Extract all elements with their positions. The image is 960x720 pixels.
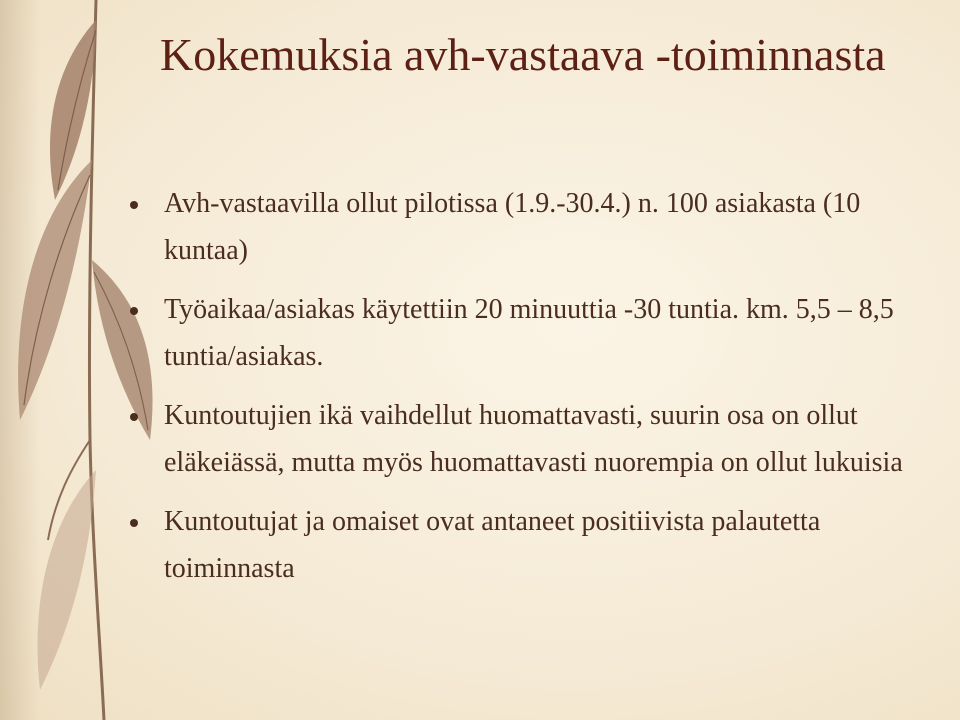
bullet-text: Avh-vastaavilla ollut pilotissa (1.9.-30.4.) n. 100 asiakasta (10 kuntaa) bbox=[164, 188, 861, 266]
bullet-text: Työaikaa/asiakas käytettiin 20 minuuttia -30 tuntia. km. 5,5 – 8,5 tuntia/asiakas. bbox=[164, 294, 894, 372]
bullet-item bbox=[130, 392, 910, 486]
bullet-item bbox=[130, 180, 910, 274]
bullet-text: Kuntoutujat ja omaiset ovat antaneet positiivista palautetta toiminnasta bbox=[164, 506, 821, 584]
bullet-item bbox=[130, 286, 910, 380]
bullet-dot-icon bbox=[130, 201, 138, 209]
bullet-text: Kuntoutujien ikä vaihdellut huomattavasti, suurin osa on ollut eläkeiässä, mutta myös huomattavasti nuorempia on ollut lukuisia bbox=[164, 400, 903, 478]
bullet-dot-icon bbox=[130, 519, 138, 527]
bullet-item bbox=[130, 498, 910, 592]
bullet-dot-icon bbox=[130, 307, 138, 315]
slide-title: Kokemuksia avh-vastaava -toiminnasta bbox=[160, 29, 886, 80]
bullet-list bbox=[130, 180, 910, 592]
bullet-dot-icon bbox=[130, 413, 138, 421]
